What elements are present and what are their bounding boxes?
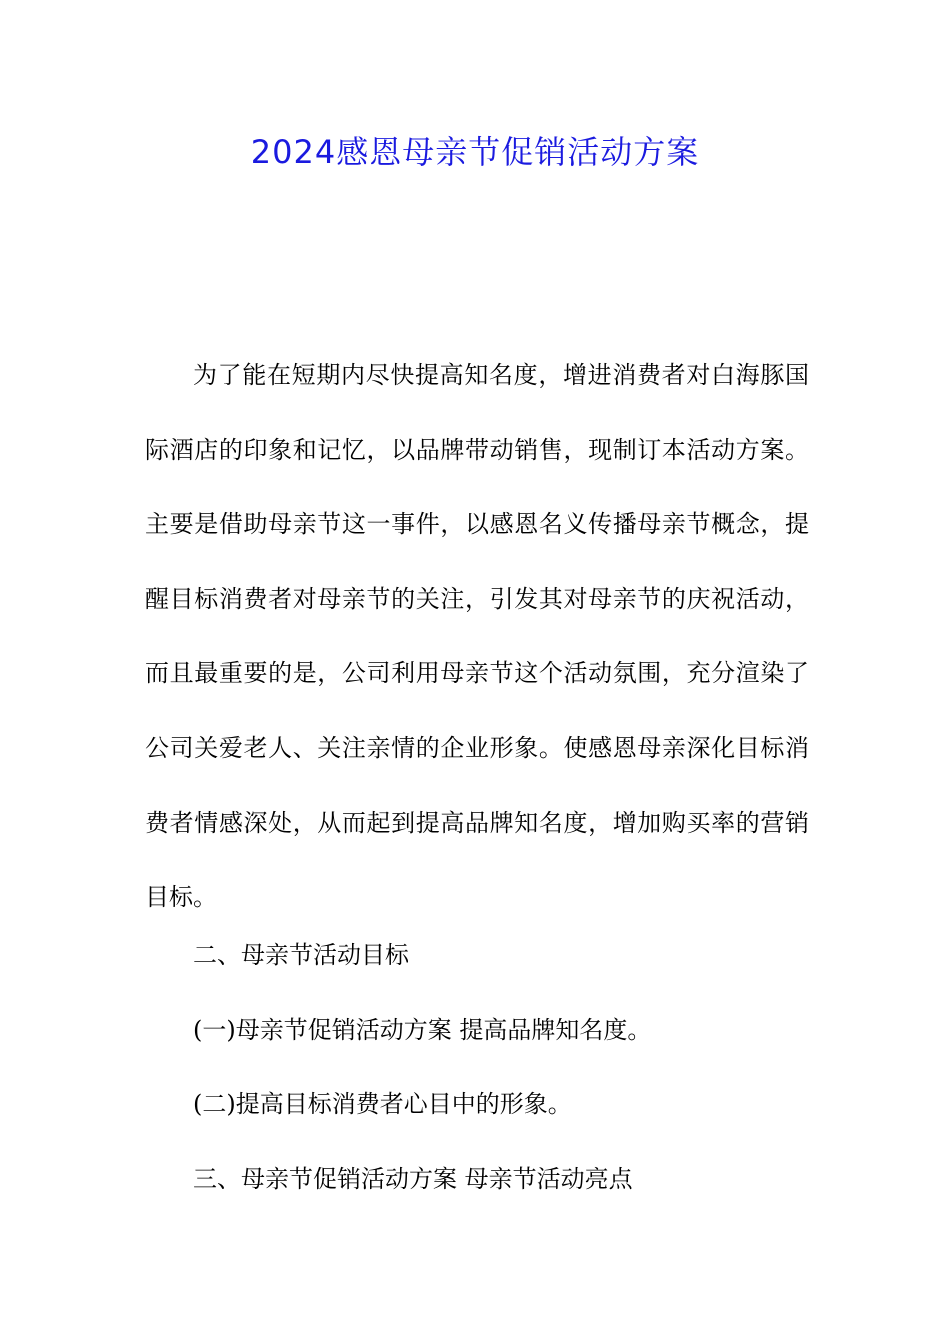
section-2-item-1: (一)母亲节促销活动方案 提高品牌知名度。 [193,1016,652,1044]
intro-paragraph: 为了能在短期内尽快提高知名度，增进消费者对白海豚国际酒店的印象和记忆，以品牌带动销售，现制订本活动方案。主要是借助母亲节这一事件，以感恩名义传播母亲节概念，提醒目标消费者对母亲节的关注，引发其对母亲节的庆祝活动，而且最重要的是，公司利用母亲节这个活动氛围，充分渲染了公司关爱老人、关注亲情的企业形象。使感恩母亲深化目标消费者情感深处，从而起到提高品牌知名度，增加购买率的营销目标。 [145,361,809,912]
section-2-item-2: (二)提高目标消费者心目中的形象。 [193,1090,572,1118]
document-title: 2024感恩母亲节促销活动方案 [250,133,700,171]
section-2-heading: 二、母亲节活动目标 [193,941,409,969]
section-3-heading: 三、母亲节促销活动方案 母亲节活动亮点 [193,1165,633,1193]
